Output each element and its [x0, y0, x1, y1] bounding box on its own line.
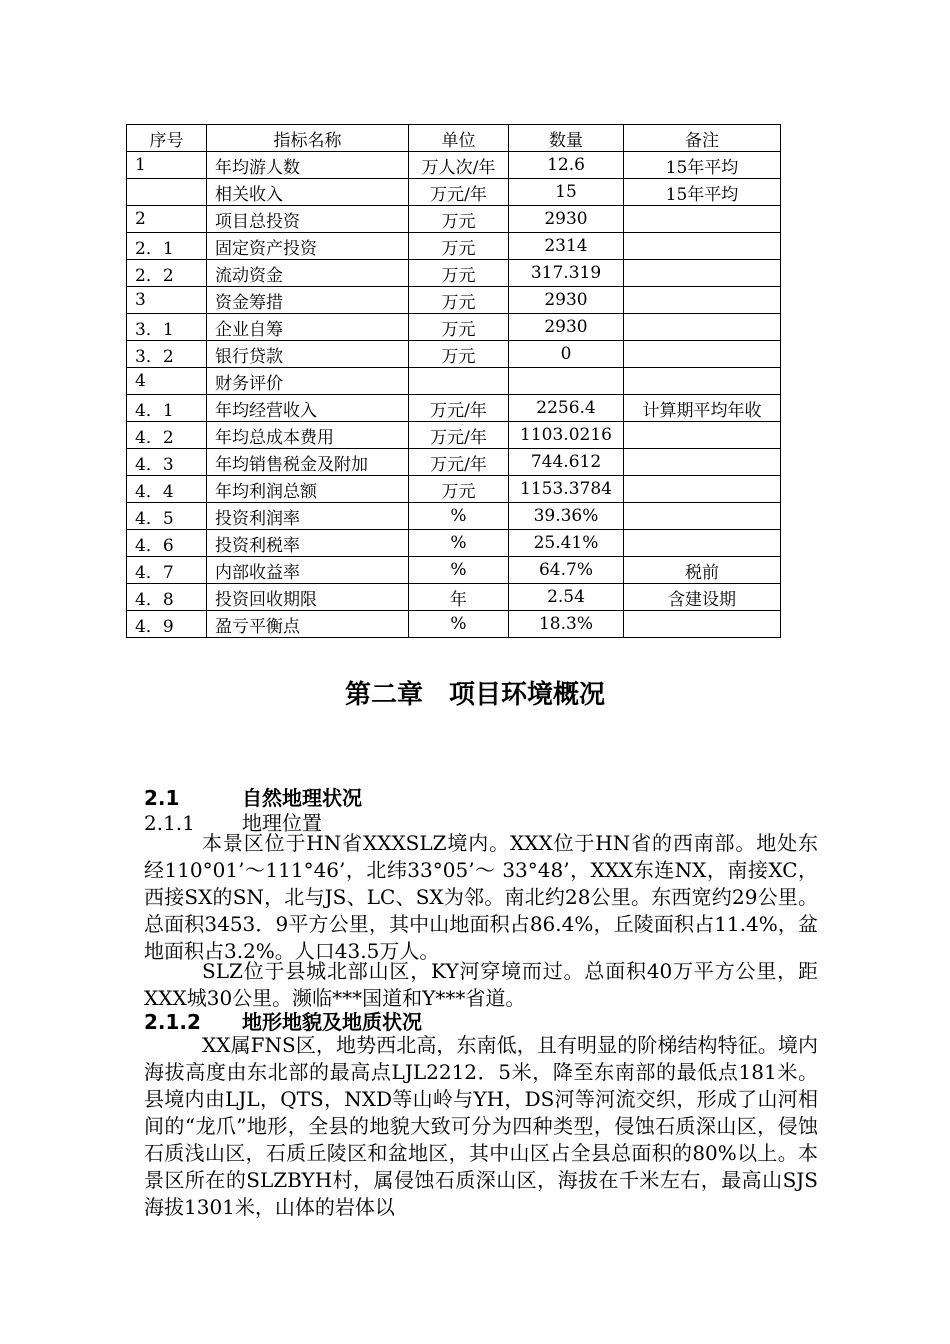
cell-indicator: 投资回收期限 — [207, 584, 409, 611]
cell-quantity — [509, 368, 624, 395]
section-number: 2.1 — [144, 786, 180, 810]
paragraph-slz: SLZ位于县城北部山区，KY河穿境而过。总面积40万平方公里，距XXX城30公里。濒临***国道和Y***省道。 — [144, 959, 818, 1010]
cell-quantity: 18.3% — [509, 611, 624, 638]
cell-remark — [624, 287, 781, 314]
table-body — [127, 152, 781, 638]
chapter-title: 第二章 项目环境概况 — [344, 680, 605, 710]
cell-remark — [624, 233, 781, 260]
cell-seq: 3 — [127, 287, 207, 314]
table-row — [127, 314, 781, 341]
cell-remark — [624, 314, 781, 341]
table-row — [127, 287, 781, 314]
cell-quantity: 2.54 — [509, 584, 624, 611]
section-number: 2.1.1 — [144, 811, 195, 835]
table-row — [127, 449, 781, 476]
table-row — [127, 206, 781, 233]
cell-unit: 万元 — [409, 206, 509, 233]
cell-seq: 4．3 — [127, 449, 207, 476]
cell-remark: 含建设期 — [624, 584, 781, 611]
cell-quantity: 2930 — [509, 314, 624, 341]
header-indicator: 指标名称 — [207, 125, 409, 152]
paragraph-terrain: XX属FNS区，地势西北高，东南低，且有明显的阶梯结构特征。境内海拔高度由东北部的最高点LJL2212．5米，降至东南部的最低点181米。县境内由LJL，QTS，NXD等山岭与YH，DS河等河流交织，形成了山河相间的“龙爪”地形，全县的地貌大致可分为四种类型，侵蚀石质深山区，侵蚀石质浅山区，石质丘陵区和盆地区，其中山区占全县总面积的80%以上。本景区所在的SLZBYH村，属侵蚀石质深山区，海拔在千米左右，最高山SJS海拔1301米，山体的岩体以 — [144, 1033, 818, 1219]
cell-indicator: 流动资金 — [207, 260, 409, 287]
header-quantity: 数量 — [509, 125, 624, 152]
cell-unit: 万元 — [409, 476, 509, 503]
cell-quantity: 39.36% — [509, 503, 624, 530]
cell-quantity: 1153.3784 — [509, 476, 624, 503]
cell-remark: 15年平均 — [624, 152, 781, 179]
cell-remark: 税前 — [624, 557, 781, 584]
cell-unit: 万元/年 — [409, 422, 509, 449]
cell-indicator: 资金筹措 — [207, 287, 409, 314]
cell-unit — [409, 368, 509, 395]
cell-seq — [127, 179, 207, 206]
header-seq: 序号 — [127, 125, 207, 152]
table-row — [127, 422, 781, 449]
header-unit: 单位 — [409, 125, 509, 152]
cell-seq: 4 — [127, 368, 207, 395]
cell-indicator: 投资利税率 — [207, 530, 409, 557]
cell-unit: 万元 — [409, 314, 509, 341]
cell-unit: 万人次/年 — [409, 152, 509, 179]
cell-quantity: 2930 — [509, 206, 624, 233]
cell-quantity: 2314 — [509, 233, 624, 260]
section-heading-2-1 — [144, 784, 362, 812]
cell-unit: % — [409, 530, 509, 557]
cell-seq: 2．2 — [127, 260, 207, 287]
table-header-row — [127, 125, 781, 152]
table-row — [127, 152, 781, 179]
cell-indicator: 银行贷款 — [207, 341, 409, 368]
cell-indicator: 年均总成本费用 — [207, 422, 409, 449]
cell-seq: 2．1 — [127, 233, 207, 260]
table-row — [127, 584, 781, 611]
cell-remark — [624, 476, 781, 503]
cell-indicator: 年均游人数 — [207, 152, 409, 179]
table-row — [127, 368, 781, 395]
table-row — [127, 179, 781, 206]
cell-unit: 万元 — [409, 341, 509, 368]
cell-remark — [624, 449, 781, 476]
cell-seq: 2 — [127, 206, 207, 233]
cell-seq: 3．2 — [127, 341, 207, 368]
header-remark: 备注 — [624, 125, 781, 152]
cell-indicator: 企业自筹 — [207, 314, 409, 341]
cell-quantity: 1103.0216 — [509, 422, 624, 449]
cell-unit: 年 — [409, 584, 509, 611]
table-row — [127, 530, 781, 557]
cell-quantity: 744.612 — [509, 449, 624, 476]
cell-unit: % — [409, 611, 509, 638]
cell-indicator: 内部收益率 — [207, 557, 409, 584]
cell-seq: 4．5 — [127, 503, 207, 530]
cell-seq: 4．1 — [127, 395, 207, 422]
cell-indicator: 年均利润总额 — [207, 476, 409, 503]
cell-seq: 4．4 — [127, 476, 207, 503]
cell-unit: 万元/年 — [409, 449, 509, 476]
paragraph-location: 本景区位于HN省XXXSLZ境内。XXX位于HN省的西南部。地处东经110°01’～111°46’，北纬33°05’～ 33°48’，XXX东连NX，南接XC，西接SX的SN，北与JS、LC、SX为邻。南北约28公里。东西宽约29公里。总面积3453．9平方公里，其中山地面积占86.4%，丘陵面积占11.4%，盆地面积占3.2%。人口43.5万人。 — [144, 831, 818, 963]
table-row — [127, 611, 781, 638]
section-title: 自然地理状况 — [242, 786, 362, 810]
cell-quantity: 12.6 — [509, 152, 624, 179]
cell-seq: 4．2 — [127, 422, 207, 449]
cell-remark — [624, 611, 781, 638]
cell-remark — [624, 503, 781, 530]
cell-indicator: 项目总投资 — [207, 206, 409, 233]
table-row — [127, 395, 781, 422]
cell-remark — [624, 341, 781, 368]
cell-quantity: 2930 — [509, 287, 624, 314]
cell-quantity: 0 — [509, 341, 624, 368]
cell-seq: 4．6 — [127, 530, 207, 557]
cell-unit: 万元/年 — [409, 179, 509, 206]
section-number: 2.1.2 — [144, 1010, 201, 1034]
cell-quantity: 64.7% — [509, 557, 624, 584]
cell-remark — [624, 260, 781, 287]
table-row — [127, 260, 781, 287]
section-title: 地形地貌及地质状况 — [242, 1010, 422, 1034]
cell-quantity: 15 — [509, 179, 624, 206]
indicator-table — [126, 124, 781, 638]
cell-remark — [624, 368, 781, 395]
table-row — [127, 476, 781, 503]
cell-indicator: 财务评价 — [207, 368, 409, 395]
cell-indicator: 投资利润率 — [207, 503, 409, 530]
table-row — [127, 233, 781, 260]
cell-quantity: 25.41% — [509, 530, 624, 557]
cell-indicator: 年均销售税金及附加 — [207, 449, 409, 476]
cell-seq: 4．9 — [127, 611, 207, 638]
cell-quantity: 2256.4 — [509, 395, 624, 422]
table-row — [127, 557, 781, 584]
cell-remark — [624, 530, 781, 557]
cell-seq: 4．8 — [127, 584, 207, 611]
cell-remark: 计算期平均年收 — [624, 395, 781, 422]
cell-remark: 15年平均 — [624, 179, 781, 206]
section-title: 地理位置 — [242, 811, 322, 835]
cell-indicator: 盈亏平衡点 — [207, 611, 409, 638]
cell-seq: 4．7 — [127, 557, 207, 584]
cell-seq: 1 — [127, 152, 207, 179]
cell-indicator: 固定资产投资 — [207, 233, 409, 260]
cell-unit: % — [409, 557, 509, 584]
cell-unit: 万元 — [409, 287, 509, 314]
cell-unit: 万元 — [409, 233, 509, 260]
cell-unit: 万元/年 — [409, 395, 509, 422]
cell-unit: 万元 — [409, 260, 509, 287]
cell-quantity: 317.319 — [509, 260, 624, 287]
table-row — [127, 503, 781, 530]
cell-remark — [624, 206, 781, 233]
cell-indicator: 年均经营收入 — [207, 395, 409, 422]
cell-unit: % — [409, 503, 509, 530]
cell-seq: 3．1 — [127, 314, 207, 341]
table-row — [127, 341, 781, 368]
cell-indicator: 相关收入 — [207, 179, 409, 206]
cell-remark — [624, 422, 781, 449]
